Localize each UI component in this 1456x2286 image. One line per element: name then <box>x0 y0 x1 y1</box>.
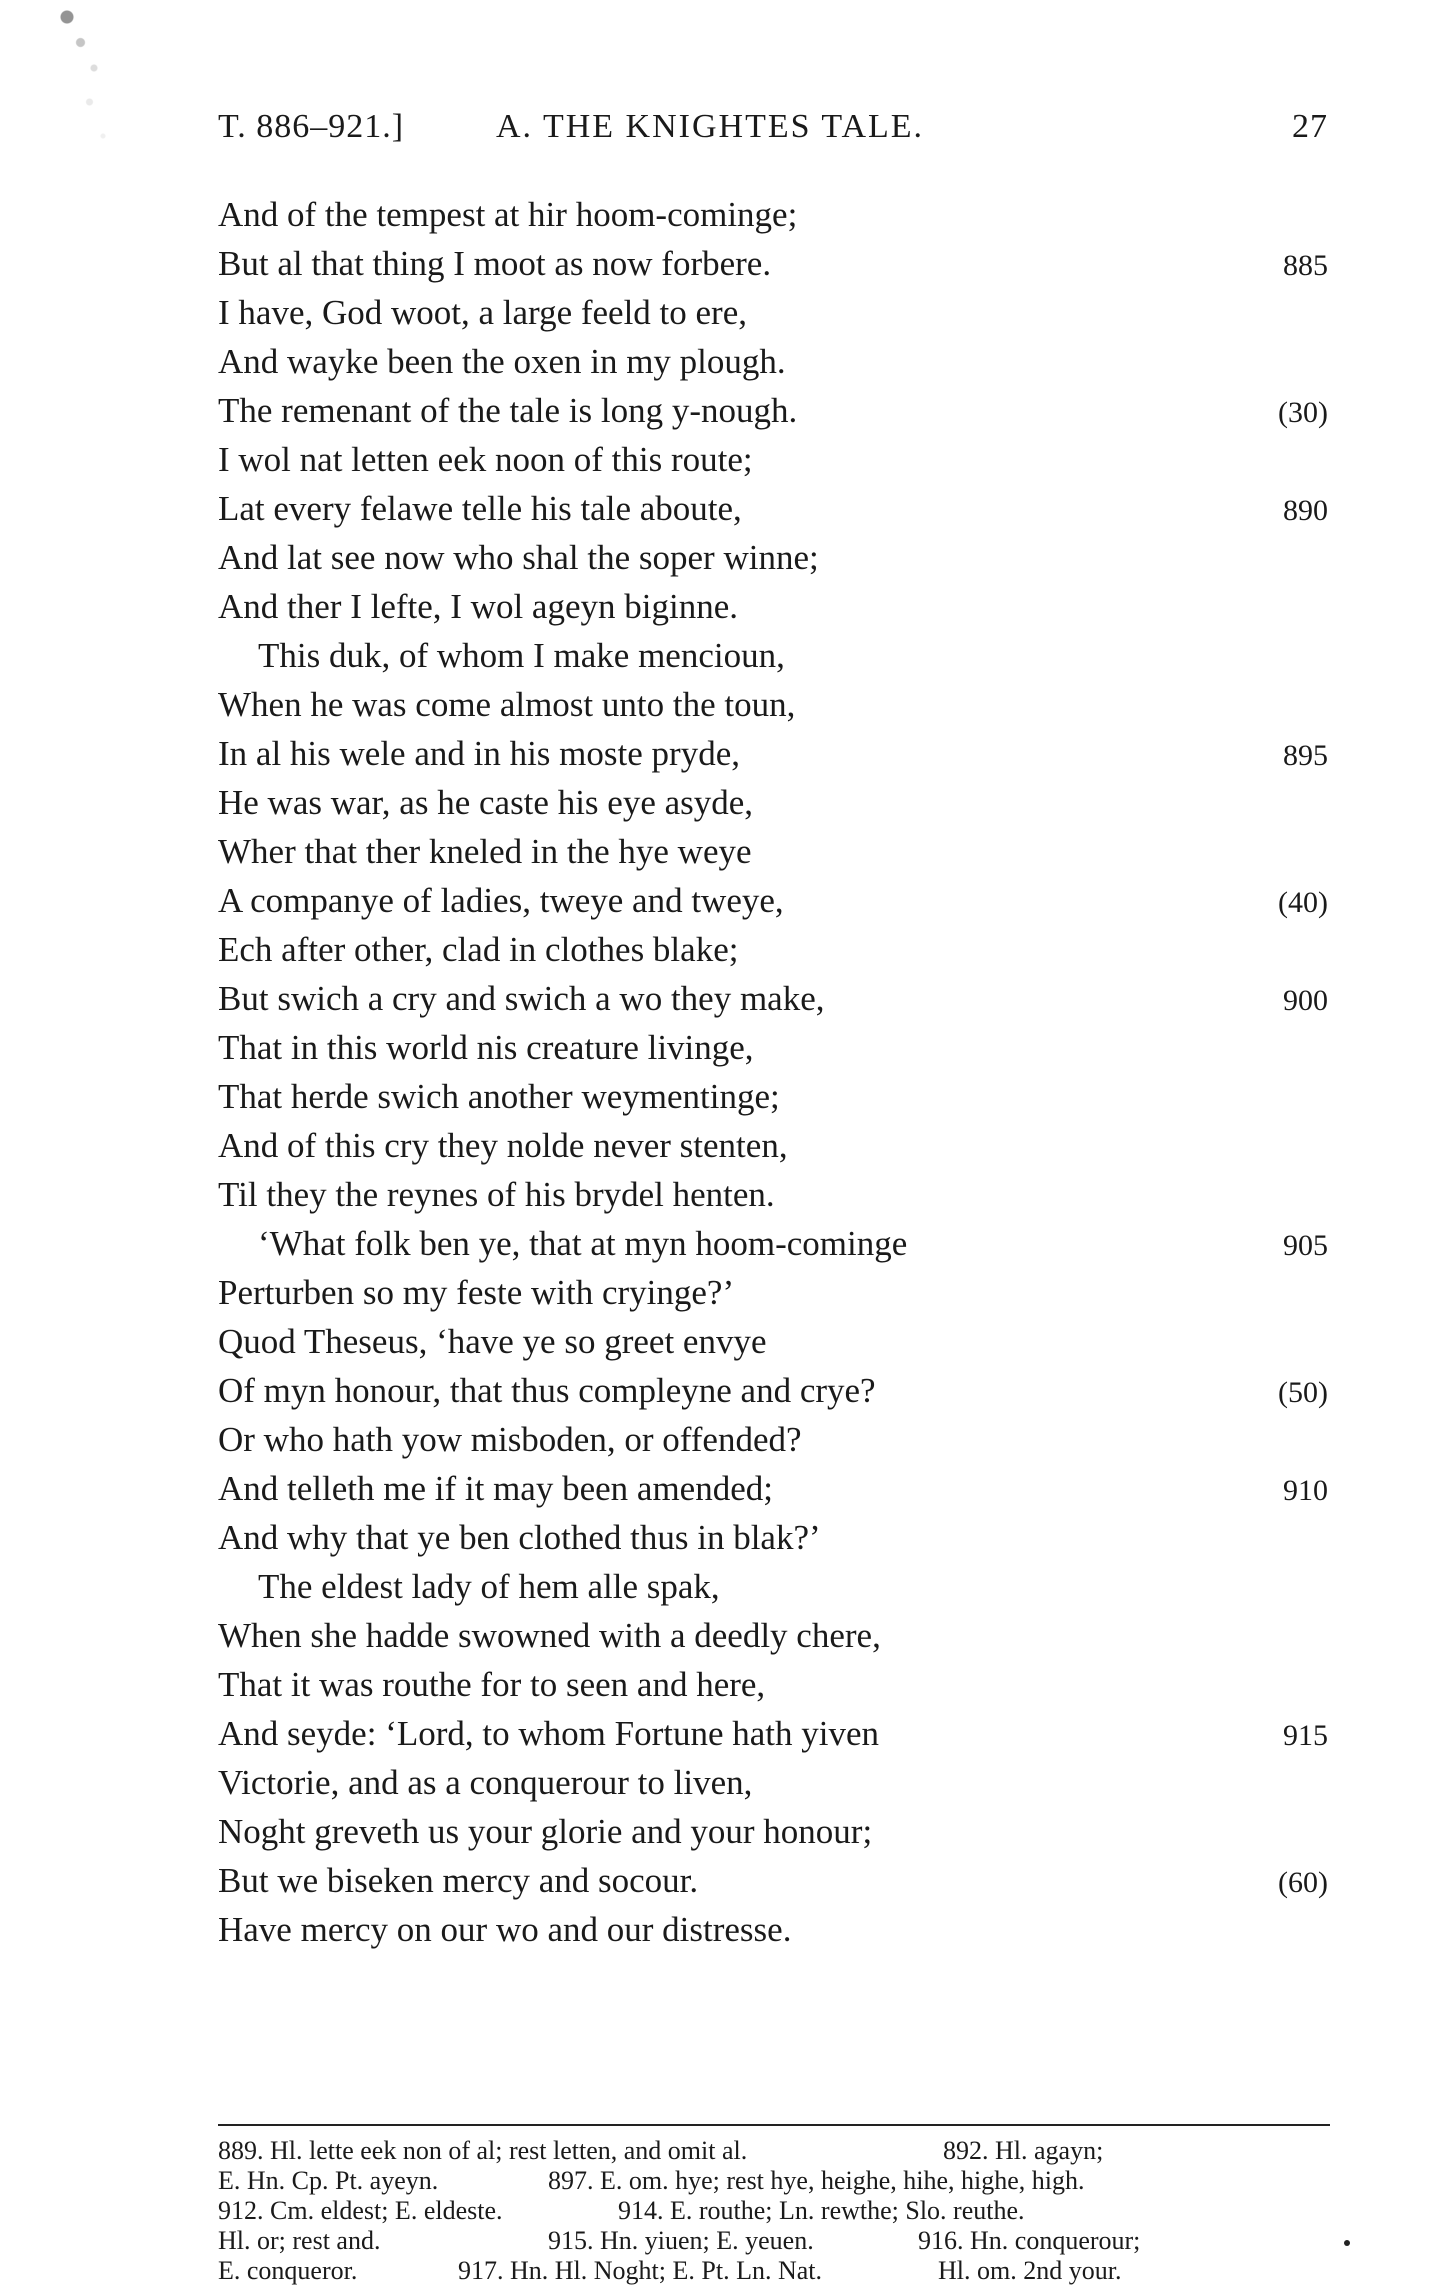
verse-line-text: That it was routhe for to seen and here, <box>218 1665 766 1704</box>
verse-line <box>218 1709 1328 1758</box>
verse-line <box>218 1758 1328 1807</box>
running-header <box>218 108 1328 158</box>
verse-line <box>218 1562 1328 1611</box>
line-number: 890 <box>1283 494 1328 527</box>
verse-line-text: Or who hath yow misboden, or offended? <box>218 1420 802 1459</box>
verse-line <box>218 1023 1328 1072</box>
note-entry: 897. E. om. hye; rest hye, heighe, hihe, highe, high. <box>548 2166 1085 2195</box>
line-number: 905 <box>1283 1229 1328 1262</box>
note-entry: E. Hn. Cp. Pt. ayeyn. <box>218 2166 439 2195</box>
verse-line <box>218 1611 1328 1660</box>
line-number: (30) <box>1278 396 1328 429</box>
note-entry: 889. Hl. lette eek non of al; rest letten, and omit al. <box>218 2136 748 2165</box>
verse-line-text: Lat every felawe telle his tale aboute, <box>218 489 742 528</box>
ink-dot <box>1344 2240 1350 2246</box>
verse-line-text: And wayke been the oxen in my plough. <box>218 342 786 381</box>
verse-line-text: And of this cry they nolde never stenten, <box>218 1126 788 1165</box>
verse-line-text: Have mercy on our wo and our distresse. <box>218 1910 792 1949</box>
verse-line-text: Wher that ther kneled in the hye weye <box>218 832 752 871</box>
verse-line <box>218 1317 1328 1366</box>
verse-line-text: But al that thing I moot as now forbere. <box>218 244 772 283</box>
verse-line <box>218 1660 1328 1709</box>
verse-line <box>218 1807 1328 1856</box>
verse-line-text: A companye of ladies, tweye and tweye, <box>218 881 784 920</box>
verse-line-text: But we biseken mercy and socour. <box>218 1861 699 1900</box>
note-entry: 915. Hn. yiuen; E. yeuen. <box>548 2226 814 2255</box>
verse-line-text: And seyde: ‘Lord, to whom Fortune hath yiven <box>218 1714 880 1753</box>
verse-line-text: And ther I lefte, I wol ageyn biginne. <box>218 587 738 626</box>
verse-line <box>218 827 1328 876</box>
note-entry: 914. E. routhe; Ln. rewthe; Slo. reuthe. <box>618 2196 1025 2225</box>
verse-line-text: The remenant of the tale is long y-nough. <box>218 391 798 430</box>
verse-line-text: This duk, of whom I make mencioun, <box>258 636 785 675</box>
note-entry: 912. Cm. eldest; E. eldeste. <box>218 2196 503 2225</box>
verse-line <box>218 1366 1328 1415</box>
note-entry: Hl. or; rest and. <box>218 2226 381 2255</box>
verse-line <box>218 1513 1328 1562</box>
verse-line-text: Perturben so my feste with cryinge?’ <box>218 1273 735 1312</box>
verse-line-text: And why that ye ben clothed thus in blak?’ <box>218 1518 821 1557</box>
line-range-reference: T. 886–921.] <box>218 108 405 145</box>
verse-line <box>218 876 1328 925</box>
note-line <box>218 2196 1330 2226</box>
verse-line <box>218 778 1328 827</box>
verse-line <box>218 631 1328 680</box>
verse-line-text: When he was come almost unto the toun, <box>218 685 796 724</box>
running-title: A. THE KNIGHTES TALE. <box>496 108 925 145</box>
verse-line <box>218 533 1328 582</box>
verse-line <box>218 582 1328 631</box>
verse-line <box>218 435 1328 484</box>
verse-line <box>218 1905 1328 1954</box>
line-number: (60) <box>1278 1866 1328 1899</box>
line-number: 895 <box>1283 739 1328 772</box>
line-number: (40) <box>1278 886 1328 919</box>
verse-line-text: Til they the reynes of his brydel henten. <box>218 1175 775 1214</box>
verse-line-text: When she hadde swowned with a deedly chere, <box>218 1616 881 1655</box>
verse-line-text: That herde swich another weymentinge; <box>218 1077 780 1116</box>
note-entry: 892. Hl. agayn; <box>943 2136 1104 2165</box>
footnote-rule <box>218 2124 1330 2126</box>
verse-line <box>218 1856 1328 1905</box>
verse-line <box>218 1268 1328 1317</box>
verse-line-text: And telleth me if it may been amended; <box>218 1469 773 1508</box>
verse-line <box>218 337 1328 386</box>
verse-line <box>218 1072 1328 1121</box>
verse-line <box>218 1415 1328 1464</box>
verse-line <box>218 974 1328 1023</box>
page-number: 27 <box>1292 108 1328 145</box>
verse-line-text: I wol nat letten eek noon of this route; <box>218 440 753 479</box>
verse-line-text: That in this world nis creature livinge, <box>218 1028 754 1067</box>
verse-line <box>218 729 1328 778</box>
line-number: (50) <box>1278 1376 1328 1409</box>
verse-line <box>218 925 1328 974</box>
verse-line <box>218 1121 1328 1170</box>
verse-text <box>218 190 1328 1954</box>
note-line <box>218 2166 1330 2196</box>
verse-line-text: But swich a cry and swich a wo they make, <box>218 979 825 1018</box>
verse-line-text: I have, God woot, a large feeld to ere, <box>218 293 747 332</box>
verse-line <box>218 1170 1328 1219</box>
note-entry: E. conqueror. <box>218 2256 358 2285</box>
note-entry: 917. Hn. Hl. Noght; E. Pt. Ln. Nat. <box>458 2256 822 2285</box>
note-line <box>218 2226 1330 2256</box>
verse-line-text: And lat see now who shal the soper winne; <box>218 538 819 577</box>
verse-line <box>218 484 1328 533</box>
verse-line-text: Victorie, and as a conquerour to liven, <box>218 1763 753 1802</box>
verse-line-text: ‘What folk ben ye, that at myn hoom-cominge <box>258 1224 908 1263</box>
line-number: 885 <box>1283 249 1328 282</box>
verse-line-text: Of myn honour, that thus compleyne and crye? <box>218 1371 876 1410</box>
verse-line-text: He was war, as he caste his eye asyde, <box>218 783 754 822</box>
line-number: 910 <box>1283 1474 1328 1507</box>
verse-line <box>218 1464 1328 1513</box>
line-number: 915 <box>1283 1719 1328 1752</box>
scan-smudge <box>40 0 130 170</box>
note-entry: 916. Hn. conquerour; <box>918 2226 1141 2255</box>
verse-line-text: Ech after other, clad in clothes blake; <box>218 930 739 969</box>
line-number: 900 <box>1283 984 1328 1017</box>
verse-line-text: Noght greveth us your glorie and your honour; <box>218 1812 873 1851</box>
verse-line <box>218 288 1328 337</box>
verse-line <box>218 680 1328 729</box>
verse-line-text: In al his wele and in his moste pryde, <box>218 734 740 773</box>
verse-line-text: Quod Theseus, ‘have ye so greet envye <box>218 1322 767 1361</box>
verse-line-text: The eldest lady of hem alle spak, <box>258 1567 720 1606</box>
textual-notes <box>218 2136 1330 2286</box>
note-line <box>218 2136 1330 2166</box>
verse-line <box>218 386 1328 435</box>
verse-line <box>218 239 1328 288</box>
note-line <box>218 2256 1330 2286</box>
note-entry: Hl. om. 2nd your. <box>938 2256 1122 2285</box>
verse-line <box>218 190 1328 239</box>
verse-line-text: And of the tempest at hir hoom-cominge; <box>218 195 798 234</box>
verse-line <box>218 1219 1328 1268</box>
